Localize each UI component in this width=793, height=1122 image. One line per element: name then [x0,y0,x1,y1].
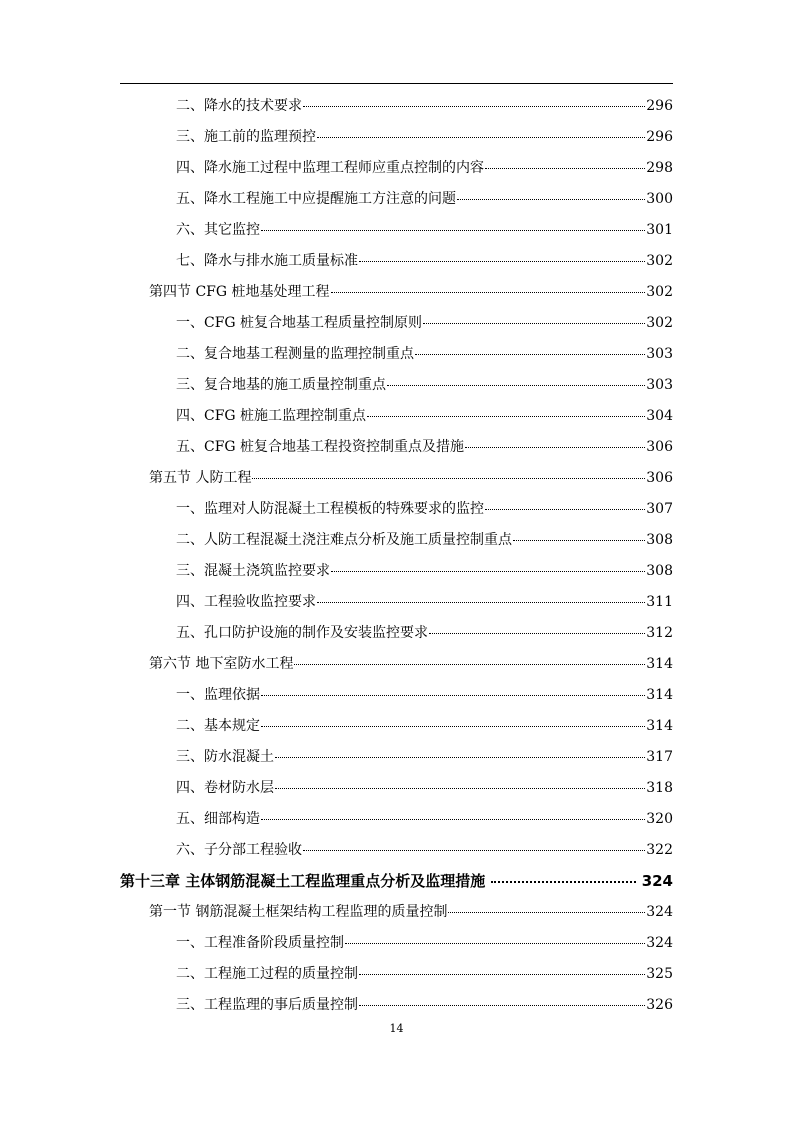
toc-entry-page: 318 [646,780,673,796]
toc-entry[interactable] [176,835,673,866]
toc-entry[interactable] [149,277,673,308]
toc-entry-page: 322 [646,842,673,858]
toc-entry-label: 五、孔口防护设施的制作及安装监控要求 [176,625,428,641]
toc-leader-dots [485,508,645,510]
toc-entry-label: 二、基本规定 [176,718,260,734]
toc-leader-dots [448,911,645,913]
toc-leader-dots [485,167,645,169]
header-rule [120,83,673,84]
toc-entry[interactable] [176,401,673,432]
toc-leader-dots [359,973,645,975]
toc-entry-page: 307 [646,501,673,517]
toc-entry[interactable] [120,866,673,897]
toc-entry-page: 300 [646,191,673,207]
toc-entry-label: 二、复合地基工程测量的监理控制重点 [176,346,414,362]
toc-leader-dots [513,539,645,541]
toc-leader-dots [261,818,645,820]
toc-entry[interactable] [176,153,673,184]
toc-entry-label: 三、防水混凝土 [176,749,274,765]
toc-entry-label: 第一节 钢筋混凝土框架结构工程监理的质量控制 [149,904,448,920]
toc-entry-page: 324 [641,872,673,890]
toc-entry-label: 四、工程验收监控要求 [176,594,316,610]
toc-entry[interactable] [176,773,673,804]
toc-entry-page: 302 [646,315,673,331]
toc-entry-page: 314 [646,718,673,734]
toc-entry-page: 311 [646,594,673,610]
toc-entry-page: 308 [646,563,673,579]
toc-entry-label: 三、混凝土浇筑监控要求 [176,563,330,579]
toc-entry[interactable] [176,370,673,401]
toc-entry[interactable] [149,649,673,680]
toc-entry[interactable] [176,494,673,525]
toc-entry[interactable] [176,308,673,339]
toc-entry[interactable] [176,680,673,711]
toc-leader-dots [359,1004,645,1006]
toc-entry-page: 324 [646,935,673,951]
toc-entry-page: 298 [646,160,673,176]
toc-entry[interactable] [149,897,673,928]
toc-entry-page: 314 [646,656,673,672]
toc-entry-page: 302 [646,284,673,300]
toc-leader-dots [331,291,646,293]
toc-entry-label: 六、子分部工程验收 [176,842,302,858]
toc-entry-label: 四、CFG 桩施工监理控制重点 [176,408,367,424]
toc-entry-label: 二、人防工程混凝土浇注难点分析及施工质量控制重点 [176,532,512,548]
toc-entry-page: 324 [646,904,673,920]
toc-entry-label: 六、其它监控 [176,222,260,238]
toc-entry[interactable] [176,804,673,835]
toc-entry-label: 第四节 CFG 桩地基处理工程 [149,284,330,300]
page-number: 14 [389,1022,404,1035]
toc-entry[interactable] [176,246,673,277]
toc-entry-label: 一、监理对人防混凝土工程模板的特殊要求的监控 [176,501,484,517]
toc-entry-page: 320 [646,811,673,827]
toc-leader-dots [261,229,645,231]
toc-entry[interactable] [176,525,673,556]
toc-leader-dots [491,880,635,883]
toc-entry-label: 第十三章 主体钢筋混凝土工程监理重点分析及监理措施 [120,872,486,890]
toc-leader-dots [367,415,645,417]
toc-entry-page: 296 [646,129,673,145]
toc-leader-dots [345,942,645,944]
toc-entry[interactable] [176,587,673,618]
toc-entry-page: 303 [646,377,673,393]
toc-entry-label: 四、卷材防水层 [176,780,274,796]
toc-entry-label: 三、施工前的监理预控 [176,129,316,145]
toc-entry[interactable] [176,928,673,959]
toc-entry-label: 四、降水施工过程中监理工程师应重点控制的内容 [176,160,484,176]
toc-entry-page: 304 [646,408,673,424]
toc-entry[interactable] [176,215,673,246]
toc-entry-page: 326 [646,997,673,1013]
toc-leader-dots [303,849,645,851]
toc-entry-page: 308 [646,532,673,548]
toc-entry[interactable] [176,556,673,587]
toc-entry[interactable] [149,463,673,494]
toc-entry-label: 三、工程监理的事后质量控制 [176,997,358,1013]
toc-entry[interactable] [176,959,673,990]
toc-leader-dots [252,477,645,479]
toc-entry-page: 296 [646,98,673,114]
toc-entry-label: 二、工程施工过程的质量控制 [176,966,358,982]
toc-entry[interactable] [176,91,673,122]
toc-entry-label: 一、工程准备阶段质量控制 [176,935,344,951]
toc-leader-dots [465,446,645,448]
toc-leader-dots [294,663,645,665]
toc-entry[interactable] [176,184,673,215]
toc-entry[interactable] [176,122,673,153]
toc-entry-page: 303 [646,346,673,362]
toc-entry[interactable] [176,990,673,1021]
toc-entry-label: 第六节 地下室防水工程 [149,656,294,672]
toc-entry-page: 314 [646,687,673,703]
toc-entry-page: 306 [646,470,673,486]
toc-leader-dots [275,787,645,789]
toc-entry-label: 三、复合地基的施工质量控制重点 [176,377,386,393]
toc-entry-page: 312 [646,625,673,641]
toc-entry[interactable] [176,432,673,463]
toc-entry-label: 七、降水与排水施工质量标准 [176,253,358,269]
toc-entry[interactable] [176,339,673,370]
toc-entry-label: 五、细部构造 [176,811,260,827]
toc-leader-dots [387,384,645,386]
toc-entry-label: 二、降水的技术要求 [176,98,302,114]
toc-entry-label: 五、降水工程施工中应提醒施工方注意的问题 [176,191,456,207]
toc-leader-dots [423,322,645,324]
toc-leader-dots [317,136,645,138]
toc-entry-label: 一、监理依据 [176,687,260,703]
toc-entry-page: 306 [646,439,673,455]
toc-leader-dots [303,105,645,107]
toc-leader-dots [359,260,645,262]
toc-leader-dots [261,725,645,727]
toc-entry-page: 301 [646,222,673,238]
toc-entry[interactable] [176,742,673,773]
toc-leader-dots [317,601,645,603]
toc-entry-page: 317 [646,749,673,765]
toc-leader-dots [275,756,645,758]
toc-entry-label: 五、CFG 桩复合地基工程投资控制重点及措施 [176,439,465,455]
toc-leader-dots [261,694,645,696]
toc-entry-label: 第五节 人防工程 [149,470,252,486]
toc-entry[interactable] [176,711,673,742]
toc-leader-dots [429,632,645,634]
toc-entry-page: 325 [646,966,673,982]
toc-entry-label: 一、CFG 桩复合地基工程质量控制原则 [176,315,423,331]
toc-entry[interactable] [176,618,673,649]
toc-entry-page: 302 [646,253,673,269]
toc-leader-dots [457,198,645,200]
toc-leader-dots [331,570,645,572]
toc-leader-dots [415,353,645,355]
